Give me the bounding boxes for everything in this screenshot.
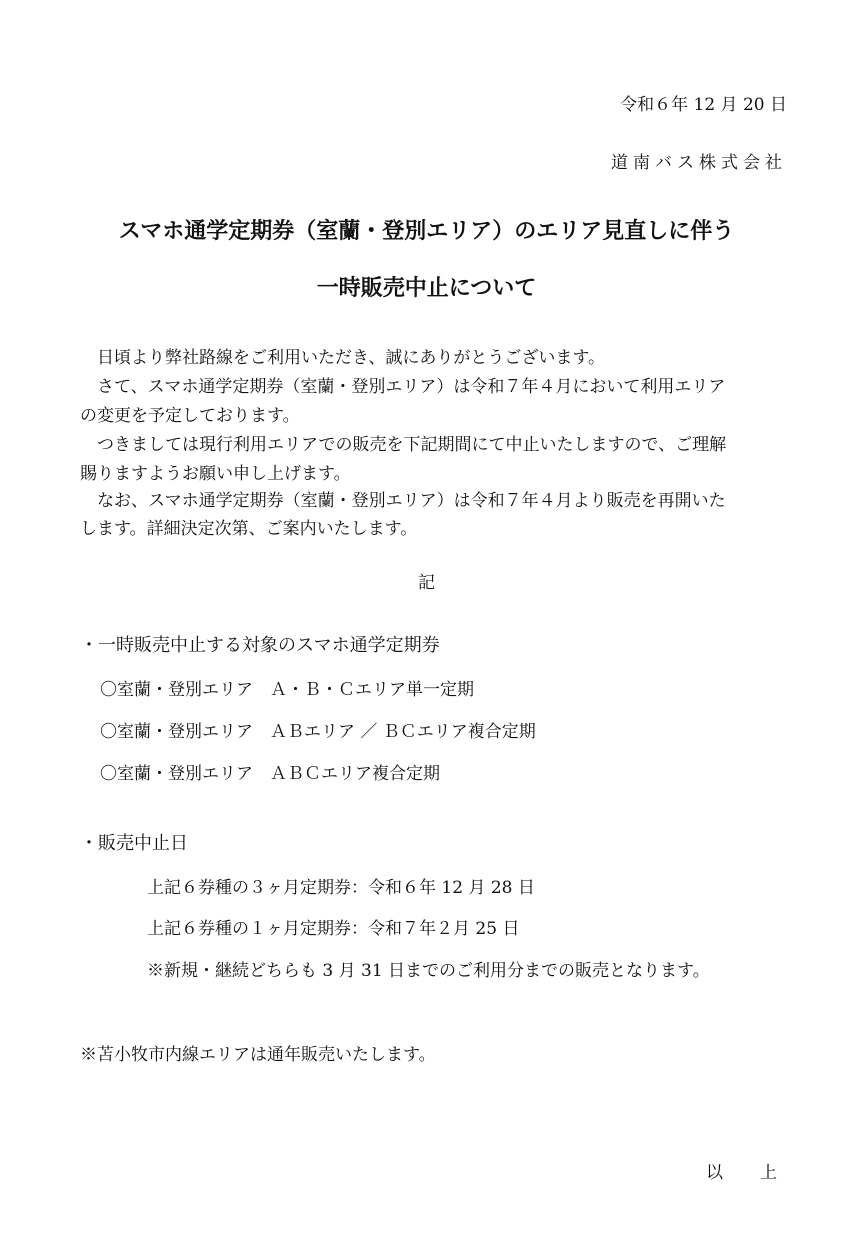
notice-title-line-1: スマホ通学定期券（室蘭・登別エリア）のエリア見直しに伴う: [118, 219, 735, 244]
target-pass-item: 〇室蘭・登別エリア Ａ・Ｂ・Ｃエリア単一定期: [100, 680, 474, 700]
stop-date-note: ※新規・継続どちらも 3 月 31 日までのご利用分までの販売となります。: [147, 961, 710, 981]
target-pass-item: 〇室蘭・登別エリア ＡＢＣエリア複合定期: [100, 764, 440, 784]
ki-marker: 記: [418, 573, 435, 593]
tomakomai-note: ※苫小牧市内線エリアは通年販売いたします。: [80, 1045, 436, 1065]
body-line: 賜りますようお願い申し上げます。: [80, 464, 351, 484]
stop-date-line: 上記６券種の１ヶ月定期券：令和７年２月 25 日: [147, 919, 520, 939]
stop-date-line: 上記６券種の３ヶ月定期券：令和６年 12 月 28 日: [147, 878, 535, 898]
body-line: の変更を予定しております。: [80, 406, 300, 426]
body-line: 日頃より弊社路線をご利用いただき、誠にありがとうございます。: [80, 348, 605, 368]
section-heading-target-passes: ・一時販売中止する対象のスマホ通学定期券: [80, 635, 440, 656]
closing-mark: 以 上: [706, 1163, 787, 1183]
notice-title-line-2: 一時販売中止について: [316, 276, 537, 301]
issue-date: 令和６年 12 月 20 日: [620, 95, 787, 115]
company-name: 道南バス株式会社: [611, 153, 787, 173]
body-line: します。詳細決定次第、ご案内いたします。: [80, 519, 418, 539]
body-line: つきましては現行利用エリアでの販売を下記期間にて中止いたしますので、ご理解: [80, 435, 727, 455]
target-pass-item: 〇室蘭・登別エリア ＡＢエリア ／ ＢＣエリア複合定期: [100, 722, 536, 742]
body-line: さて、スマホ通学定期券（室蘭・登別エリア）は令和７年４月において利用エリア: [80, 377, 726, 397]
body-line: なお、スマホ通学定期券（室蘭・登別エリア）は令和７年４月より販売を再開いた: [80, 491, 726, 511]
section-heading-stop-date: ・販売中止日: [80, 833, 188, 854]
